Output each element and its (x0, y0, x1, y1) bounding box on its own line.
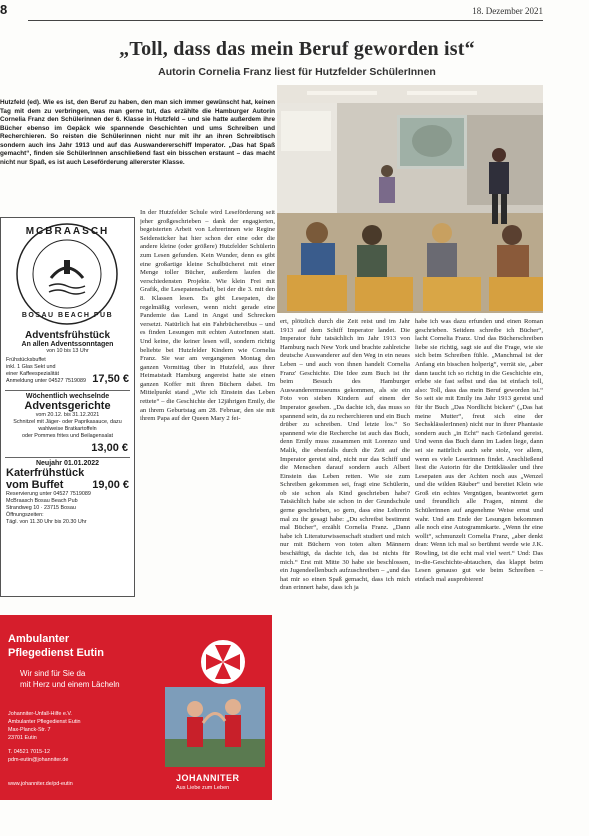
offer2-price: 13,00 € (91, 442, 128, 454)
ad-address-2: Ambulanter Pflegedienst Eutin (8, 719, 81, 725)
article-photo (277, 85, 543, 313)
offer3-kicker: Neujahr 01.01.2022 (35, 460, 100, 467)
ad-email[interactable]: pdm-eutin@johanniter.de (8, 757, 69, 763)
offer1-subtitle: An allen Adventssonntagen (21, 341, 114, 348)
pub-logo (1, 218, 134, 330)
johanniter-cross-icon (200, 639, 246, 685)
offer1-time: von 10 bis 13 Uhr (46, 348, 89, 354)
ad-address-4: 23701 Eutin (8, 735, 37, 741)
offer3-line5: Tägl. von 11.30 Uhr bis 20.30 Uhr (6, 519, 87, 525)
article-subheadline: Autorin Cornelia Franz liest für Hutzfelder SchülerInnen (158, 66, 436, 78)
offer2-kicker: Wöchentlich wechselnde (25, 393, 110, 400)
article-column-2: In der Hutzfelder Schule wird Leseförderung seit jeher großgeschrieben – dank der engagierten, begeisterten Arbeit von Lehrerinnen wie Regine Seidensticker hat hier schon der eine oder die andere kleine (oder größere) Hutzfelder Schülerin zum Lesen gefunden. Kein Wunder, denn es gibt eine großartige kleine Schulbücherei mit einer Menge toller Bücher, außerdem laufen die verschiedensten Projekte. Wie klein Frei mit Grafik, die Lesepatenschaft, bei der die 3. mit den 8. Klassen lesen. Es gibt Lesepaten, die regelmäßig vorlesen, wenn nicht gerade eine Pandemie das Land in Angst und Schrecken versetzt. Natürlich hat ein Fahrbüchereibus – und es finden Lesungen mit echten AutorInnen statt. Und keine, die keiner lesen will, sondern richtig beliebte bei Hutzfelder Kindern wie Cornelia Franz. Sie war am vergangenen Montag den ganzen Vormittag über in Hutzfeld, aus ihrer Heimatstadt Hamburg angereist hatte sie einen ganzen Koffer mit ihren Büchern dabei. Im Mittelpunkt stand „Wie ich Einstein das Leben rettete“ – die Geschichte der 12jährigen Emily, die an ihrem Geburtstag am 28. Februar, den sie mit ihrem Papa auf der Queen Mary 2 fei- (140, 209, 275, 423)
mcbraasch-advert (0, 217, 135, 597)
article-lead: Hutzfeld (ed). Wie es ist, den Beruf zu haben, den man sich immer gewünscht hat, keinen Tag mit dem zu verbringen, was man gerne tut, das erzählte die Hamburger Autorin Cornelia Franz den Schülerinnen der 6. Klasse in Hutzfeld – und sie hatte außerdem ihre Bücher ebenso im Gepäck wie spannende Geschichten und ums Schreiben und Recherchieren. So reisten die Schülerinnen nicht nur mit ihr an ihren Schreibtisch sondern auch ins Jahr 1913 und auf das Auswandererschiff Imperator. „Das hat Spaß gemacht“, finden sie SchülerInnen anschließend fast ein bisschen erstaunt – das macht nicht nur Spaß, es ist auch Leseförderung allererster Klasse. (0, 99, 275, 166)
ad-website[interactable]: www.johanniter.de/pd-eutin (8, 781, 73, 787)
offer2-date: vom 20.12. bis 31.12.2021 (35, 412, 100, 418)
ad-photo (165, 687, 265, 767)
offer3-subtitle: vom Buffet (6, 479, 64, 491)
offer2-line2: oder Pommes frites und Beilagensalat (21, 433, 114, 439)
offer2-line1: Schnitzel mit Jäger- oder Paprikasauce, dazu wahlweise Bratkartoffeln (13, 419, 122, 432)
pub-logo-subname: BOSAU BEACH PUB (21, 312, 114, 319)
article-column-4: habe ich was dazu erfunden und einen Roman geschrieben. Seitdem schreibe ich Bücher“, lacht Cornelia Franz. Und das Bücherschreiben liebe sie richtig, sagt sie auf die Frage, wie sie sich beim Schreiben fühle. „Manchmal ist der Anfang ein bisschen holperig“, verrät sie, „aber dann taucht ich so richtig in die Geschichte ein, erlebe sie fast selbst und das ist einfach toll, also: Toll, dass das mein Beruf geworden ist.“ So seit sie mit Emily ins Jahr 1913 gereist und für ihr Buch „Das Nordlicht bicken“ („Das hat meine Mutter“, freut sich eine der SechsklässlerInnen) nicht nur in ihrer Phantasie sondern auch „in Echt“ nach Grönland gereist. Und wenn das Buch dann im Laden liege, dann sei sie natürlich auch sehr stolz, vor allem, wenn es viele Leserinnen findet. Anschließend liest die Autorin für die Drittklässler und ihre Lesepaten aus der Achten noch aus „Wenzel und die wilden Räuber“ und bereitet Klein wie Groß ein echtes Vergnügen, beantwortet gern und freundlich alle Fragen, nimmt die Schülerinnen auf angenehme Weise ernst und wahr. Und am Ende der Lesungen bekommen alle noch eine Autogrammkarte. „Wenn ihr eine wollt“, schmunzelt Cornelia Franz, „aber denkt dran: Wenn ich mal so berühmt werde wie J.K. Rowling, ist die echt mal viel wert.“ Und: Das in-die-Geschichte-abtauchen, das klappt beim Lesen genauso gut wie beim Schreiben – einfach mal ausprobieren! (415, 318, 543, 583)
brand-name: JOHANNITER (176, 773, 240, 783)
ad-address-1: Johanniter-Unfall-Hilfe e.V. (8, 711, 72, 717)
pub-logo-name: MCBRAASCH (25, 226, 110, 237)
offer3-line4: Öffnungszeiten: (6, 512, 44, 518)
offer1-line1: Frühstücksbuffet (6, 357, 46, 363)
page-number: 8 (0, 2, 8, 17)
offer1-title: Adventsfrühstück (24, 330, 110, 341)
classroom-reading-photo (277, 85, 543, 313)
article-column-3: ert, plötzlich durch die Zeit reist und im Jahr 1913 auf dem Schiff Imperator landet. Die Imperator fuhr tatsächlich im Jahr 1913 von Hamburg nach New York und brachte zahlreiche deutsche Auswanderer auf den Weg in ein neues Leben – und auch von ihnen handelt Cornelia Franz' Geschichte. Die Idee zum Buch ist ihr beim Besuch des Hamburger Auswanderermuseums gekommen, als sie ein Foto von sieben Kindern auf einem der Imperator gesehen. „Da dachte ich, das muss so spannend sein, da zu recherchieren und ein Buch drüber zu schreiben. Und letzte los.“ So spannend wie die Recherche ist auch das Buch, denn Emily muss zusammen mit Lorenzo und Malik, die ebenfalls durch die Zeit auf die Imperator gereist sind, nicht nur das Schiff und die Menschen darauf sondern auch Albert Einstein das Leben retten. Wie sie zum Schreiben gekommen sei, fragt eine Schülerin, ob sie schon als Kind geschrieben habe? Tatsächlich habe sie schon in der Grundschule gerne geschrieben, so gern, dass eine Lehrerin mal zu ihr gesagt habe: „Du schreibst bestimmt mal Bücher“, erzählt Cornelia Franz. „Dann habe ich Literaturwissenschaft studiert und mich nur mit Büchern von toten alten Männern beschäftigt, da dachte ich, das ist nichts für mich.“ Erst mit Mitte 30 habe sie beschlossen, ein Jugendeellenbuch aufzuschreiben – „und das hat mir so einen Spaß gemacht, dass ich mich dran erinnert habe, dass ich ja (280, 318, 410, 592)
offer1-price: 17,50 € (92, 373, 129, 385)
issue-date: 18. Dezember 2021 (472, 6, 543, 16)
brand-slogan: Aus Liebe zum Leben (176, 785, 230, 791)
offer3-line3: Strandweg 10 · 23715 Bosau (6, 505, 76, 511)
offer3-title: Katerfrühstück (6, 467, 85, 479)
johanniter-advert (0, 615, 272, 800)
offer2-title: Adventsgerichte (24, 400, 111, 412)
article-headline: „Toll, dass das mein Beruf geworden ist“ (119, 38, 475, 60)
header-rule (28, 20, 543, 21)
ad-phone[interactable]: T. 04521 7015-12 (8, 749, 50, 755)
ad-address-3: Max-Planck-Str. 7 (8, 727, 51, 733)
ad-tagline-1: Wir sind für Sie da (20, 669, 86, 678)
offer3-line1: Reservierung unter 04527 7519089 (6, 491, 91, 497)
offer1-line2: inkl. 1 Glas Sekt und (6, 364, 56, 370)
ad-title-line1: Ambulanter (8, 633, 70, 645)
ad-tagline-2: mit Herz und einem Lächeln (20, 680, 120, 689)
offer1-line4: Anmeldung unter 04527 7519089 (6, 378, 87, 384)
ad-title-line2: Pflegedienst Eutin (8, 647, 104, 659)
offer1-line3: einer Kaffeespezialität (6, 371, 59, 377)
offer3-price: 19,00 € (92, 479, 129, 491)
offer3-line2: McBraasch Bosau Beach Pub (6, 498, 78, 504)
